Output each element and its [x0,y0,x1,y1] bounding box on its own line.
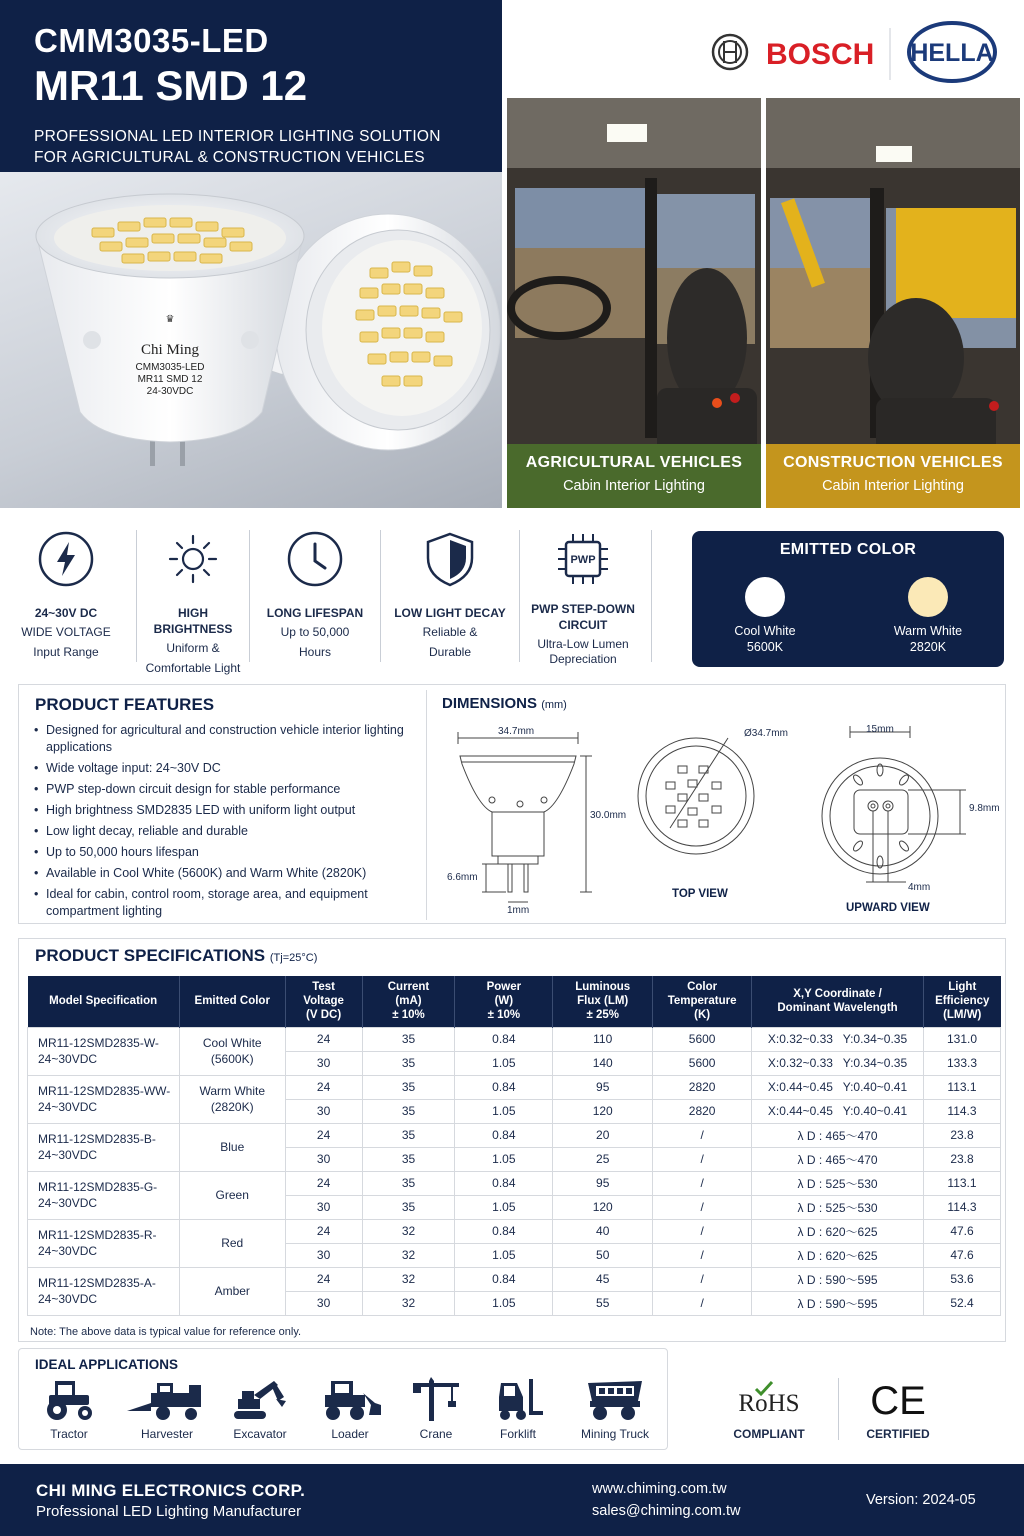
feature-pwp-title-1: PWP STEP-DOWN [531,602,635,616]
agricultural-cabin-photo [507,98,761,508]
app-excavator-label: Excavator [233,1427,287,1441]
cell-w: 0.84 [455,1267,553,1291]
divider [651,530,652,662]
app-tractor [29,1377,109,1441]
divider [136,530,137,662]
ce-mark-text: CE [870,1379,926,1418]
rohs-label: COMPLIANT [733,1427,805,1441]
list-item: • Low light decay, reliable and durable [34,823,414,840]
list-item: • High brightness SMD2835 LED with uniform light output [34,802,414,819]
list-item: • Available in Cool White (5600K) and Warm White (2820K) [34,865,414,882]
cell-ma: 35 [362,1171,455,1195]
cell-eff: 52.4 [924,1291,1001,1315]
feature-pwp-title [522,601,644,633]
list-item: • Ideal for cabin, control room, storage area, and equipment compartment lighting [34,886,414,920]
feature-lifespan-title: LONG LIFESPAN [266,606,364,620]
cell-lm: 110 [553,1027,653,1051]
color-cell: Cool White (5600K) [179,1027,285,1075]
applications-title: IDEAL APPLICATIONS [35,1357,179,1372]
feature-light-decay-line2: Durable [428,645,472,659]
col-power: Power (W) ± 10% [455,976,553,1027]
model-cell: MR11-12SMD2835-B- 24~30VDC [28,1123,180,1171]
tractor-icon [41,1377,97,1421]
footer-website-link[interactable]: www.chiming.com.tw [592,1481,727,1497]
cell-xy: X:0.32~0.33 Y:0.34~0.35 [752,1027,924,1051]
construction-cabin-photo [766,98,1020,508]
dimensions-unit: (mm) [541,699,567,711]
cell-v: 30 [285,1051,362,1075]
top-view-drawing [636,736,756,856]
chip-icon [554,530,612,588]
col-temperature: Color Temperature (K) [653,976,752,1027]
specifications-title [35,946,317,966]
feature-lifespan [256,530,374,661]
rohs-certification [728,1380,810,1441]
dim-width-label: 34.7mm [498,726,535,737]
app-mining-truck [575,1377,655,1441]
cell-xy: λ D : 590～595 [752,1267,924,1291]
cell-eff: 113.1 [924,1075,1001,1099]
bulb-voltage-text: 24-30VDC [146,386,194,397]
feature-pwp-title-2: CIRCUIT [558,618,608,632]
feature-brightness-line2: Comfortable Light [145,661,241,675]
feature-lifespan-line1: Up to 50,000 [280,625,350,639]
cell-k: 2820 [653,1075,752,1099]
feature-brightness-line1: Uniform & [166,641,220,655]
table-row [28,1027,1001,1051]
specifications-table [27,976,1001,1316]
divider [519,530,520,662]
header [0,0,502,172]
table-row [28,1171,1001,1195]
agricultural-title: AGRICULTURAL VEHICLES [525,454,743,471]
col-coordinate: X,Y Coordinate / Dominant Wavelength [752,976,924,1027]
top-view-label: TOP VIEW [672,888,728,900]
dim-height-label: 30.0mm [590,810,627,821]
cell-xy: λ D : 590～595 [752,1291,924,1315]
cell-xy: X:0.44~0.45 Y:0.40~0.41 [752,1099,924,1123]
cell-w: 1.05 [455,1147,553,1171]
color-cell: Green [179,1171,285,1219]
col-current: Current (mA) ± 10% [362,976,455,1027]
col-model: Model Specification [28,976,180,1027]
dim-base-height-label: 9.8mm [969,803,1000,814]
footer-version: Version: 2024-05 [866,1492,976,1508]
cell-eff: 133.3 [924,1051,1001,1075]
cell-ma: 32 [362,1243,455,1267]
cell-xy: λ D : 465～470 [752,1147,924,1171]
shield-icon [421,530,479,588]
svg-text:♛: ♛ [165,314,175,325]
dimensions-title [442,695,567,712]
cell-xy: λ D : 525～530 [752,1171,924,1195]
feature-lifespan-line2: Hours [298,645,331,659]
cell-w: 1.05 [455,1099,553,1123]
footer-email-link[interactable]: sales@chiming.com.tw [592,1503,741,1519]
ce-label: CERTIFIED [866,1427,930,1441]
col-efficiency: Light Efficiency (LM/W) [924,976,1001,1027]
app-mining-truck-label: Mining Truck [580,1427,650,1441]
mining-truck-icon [586,1377,644,1421]
cell-k: / [653,1123,752,1147]
warm-white-name: Warm White [893,624,963,638]
cell-xy: λ D : 620～625 [752,1219,924,1243]
cell-k: / [653,1147,752,1171]
dim-pin-pitch-label: 4mm [908,882,931,893]
model-cell: MR11-12SMD2835-A- 24~30VDC [28,1267,180,1315]
emitted-color-title: EMITTED COLOR [779,541,917,558]
cell-k: / [653,1267,752,1291]
cell-ma: 32 [362,1267,455,1291]
table-row [28,1123,1001,1147]
cell-v: 30 [285,1291,362,1315]
cell-lm: 20 [553,1123,653,1147]
col-color: Emitted Color [179,976,285,1027]
app-harvester [127,1377,207,1441]
dim-base-width-label: 15mm [866,724,894,735]
upward-view-label: UPWARD VIEW [846,902,930,914]
feature-light-decay [388,530,512,661]
cell-eff: 47.6 [924,1243,1001,1267]
cell-xy: λ D : 620～625 [752,1243,924,1267]
harvester-icon [127,1377,207,1421]
hella-wordmark: HELLA [910,39,994,67]
rohs-mark-text: RoHS [738,1390,800,1416]
cell-k: / [653,1243,752,1267]
cell-ma: 35 [362,1195,455,1219]
forklift-icon [493,1377,543,1421]
cell-v: 30 [285,1099,362,1123]
list-item: • Wide voltage input: 24~30V DC [34,760,414,777]
subtitle-line-1: PROFESSIONAL LED INTERIOR LIGHTING SOLUTION [34,128,441,145]
cell-lm: 55 [553,1291,653,1315]
cell-v: 24 [285,1171,362,1195]
dim-pin-length-label: 6.6mm [447,872,478,883]
cell-v: 30 [285,1147,362,1171]
subtitle [34,126,502,168]
table-row [28,1219,1001,1243]
feature-pwp-line2: Depreciation [549,652,617,666]
cell-v: 24 [285,1267,362,1291]
app-forklift-label: Forklift [500,1427,536,1441]
app-forklift [478,1377,558,1441]
specifications-condition: (Tj=25°C) [269,952,318,964]
cell-k: / [653,1219,752,1243]
crane-icon [411,1377,461,1421]
cell-lm: 140 [553,1051,653,1075]
chip-icon-text: PWP [570,554,596,566]
divider [838,1378,839,1440]
ce-mark [858,1378,938,1418]
cell-k: 2820 [653,1099,752,1123]
cell-lm: 50 [553,1243,653,1267]
cell-eff: 113.1 [924,1171,1001,1195]
footer-tagline: Professional LED Lighting Manufacturer [36,1503,302,1520]
loader-icon [317,1377,383,1421]
divider [249,530,250,662]
bulb-illustration [0,172,502,508]
agricultural-subtitle: Cabin Interior Lighting [563,478,705,494]
cell-w: 0.84 [455,1171,553,1195]
cell-k: / [653,1171,752,1195]
cell-eff: 23.8 [924,1147,1001,1171]
upward-view-drawing [810,722,980,892]
cell-k: / [653,1291,752,1315]
cell-w: 1.05 [455,1243,553,1267]
cell-ma: 35 [362,1075,455,1099]
cell-k: 5600 [653,1051,752,1075]
feature-voltage-line2: Input Range [33,645,99,659]
bosch-logo [713,35,874,71]
bosch-wordmark: BOSCH [766,38,875,71]
cell-eff: 131.0 [924,1027,1001,1051]
cell-lm: 95 [553,1171,653,1195]
cell-lm: 40 [553,1219,653,1243]
product-photo [0,172,502,508]
cell-eff: 114.3 [924,1195,1001,1219]
app-harvester-label: Harvester [140,1427,193,1441]
cool-white-label [705,623,825,655]
app-loader-label: Loader [331,1427,369,1441]
cell-ma: 35 [362,1123,455,1147]
bulb-front [36,194,304,466]
sun-icon [164,530,222,588]
specifications-note: Note: The above data is typical value for reference only. [30,1326,302,1338]
list-item: • Designed for agricultural and construction vehicle interior lighting applications [34,722,414,756]
lightning-icon [37,530,95,588]
cell-v: 30 [285,1195,362,1219]
feature-brightness [138,530,248,677]
col-flux: Luminous Flux (LM) ± 25% [553,976,653,1027]
feature-voltage [14,530,118,661]
subtitle-line-2: FOR AGRICULTURAL & CONSTRUCTION VEHICLES [34,149,425,166]
list-item: • Up to 50,000 hours lifespan [34,844,414,861]
table-header-row [28,976,1001,1027]
clock-icon [286,530,344,588]
title-model: CMM3035-LED [34,22,269,59]
construction-subtitle: Cabin Interior Lighting [822,478,964,494]
model-cell: MR11-12SMD2835-R- 24~30VDC [28,1219,180,1267]
cell-ma: 32 [362,1219,455,1243]
feature-brightness-title: HIGH BRIGHTNESS [153,606,233,636]
color-cell: Warm White (2820K) [179,1075,285,1123]
model-cell: MR11-12SMD2835-G- 24~30VDC [28,1171,180,1219]
color-cell: Red [179,1219,285,1267]
feature-light-decay-line1: Reliable & [422,625,478,639]
model-cell: MR11-12SMD2835-W- 24~30VDC [28,1027,180,1075]
cell-eff: 53.6 [924,1267,1001,1291]
emitted-color-panel [692,531,1004,667]
ce-certification [858,1378,938,1441]
rohs-mark [728,1380,810,1416]
cell-lm: 120 [553,1195,653,1219]
col-voltage: Test Voltage (V DC) [285,976,362,1027]
divider [426,690,427,920]
construction-title: CONSTRUCTION VEHICLES [783,454,1003,471]
cell-k: / [653,1195,752,1219]
cell-w: 0.84 [455,1075,553,1099]
cell-xy: λ D : 465～470 [752,1123,924,1147]
cool-white-swatch [745,577,785,617]
cool-white-temp: 5600K [746,640,784,654]
bulb-model-text: CMM3035-LED [135,362,205,373]
list-item: • PWP step-down circuit design for stable performance [34,781,414,798]
partner-logos [502,0,1024,98]
cell-w: 0.84 [455,1219,553,1243]
cell-ma: 35 [362,1051,455,1075]
app-loader [310,1377,390,1441]
cell-w: 0.84 [455,1027,553,1051]
cell-lm: 95 [553,1075,653,1099]
color-cell: Blue [179,1123,285,1171]
cell-ma: 35 [362,1027,455,1051]
bulb-brand-text: Chi Ming [141,342,199,358]
app-excavator [220,1377,300,1441]
product-features-list [34,722,414,924]
title-product: MR11 SMD 12 [34,62,308,109]
excavator-icon [232,1377,288,1421]
divider [380,530,381,662]
cell-w: 1.05 [455,1195,553,1219]
cell-eff: 23.8 [924,1123,1001,1147]
feature-pwp-circuit [522,530,644,668]
footer-company: CHI MING ELECTRONICS CORP. [36,1481,306,1500]
dim-diameter-label: Ø34.7mm [744,728,788,739]
cell-xy: X:0.32~0.33 Y:0.34~0.35 [752,1051,924,1075]
cell-w: 1.05 [455,1291,553,1315]
hella-logo [909,23,995,81]
cell-xy: X:0.44~0.45 Y:0.40~0.41 [752,1075,924,1099]
table-row [28,1267,1001,1291]
product-features-title: PRODUCT FEATURES [35,695,215,714]
feature-light-decay-title: LOW LIGHT DECAY [394,606,506,620]
cell-k: 5600 [653,1027,752,1051]
feature-voltage-line1: WIDE VOLTAGE [21,625,111,639]
color-cell: Amber [179,1267,285,1315]
cell-w: 1.05 [455,1051,553,1075]
dim-pin-width-label: 1mm [507,905,530,916]
footer [0,1464,1024,1536]
warm-white-swatch [908,577,948,617]
cell-ma: 35 [362,1147,455,1171]
cell-ma: 35 [362,1099,455,1123]
cell-v: 30 [285,1243,362,1267]
feature-voltage-title: 24~30V DC [34,606,98,620]
cell-v: 24 [285,1123,362,1147]
dimensions-title-text: DIMENSIONS [442,695,538,712]
cell-w: 0.84 [455,1123,553,1147]
model-cell: MR11-12SMD2835-WW- 24~30VDC [28,1075,180,1123]
cell-v: 24 [285,1219,362,1243]
cell-ma: 32 [362,1291,455,1315]
app-crane-label: Crane [419,1427,453,1441]
specifications-body [28,1027,1001,1315]
app-crane [396,1377,476,1441]
cell-v: 24 [285,1075,362,1099]
specifications-title-text: PRODUCT SPECIFICATIONS [35,946,266,965]
cell-eff: 47.6 [924,1219,1001,1243]
warm-white-label [868,623,988,655]
app-tractor-label: Tractor [50,1427,88,1441]
cell-eff: 114.3 [924,1099,1001,1123]
bulb-model-text-2: MR11 SMD 12 [137,374,203,385]
agricultural-caption [507,444,761,508]
feature-pwp-line1: Ultra-Low Lumen [537,637,629,651]
warm-white-temp: 2820K [909,640,947,654]
cell-xy: λ D : 525～530 [752,1195,924,1219]
construction-caption [766,444,1020,508]
table-row [28,1075,1001,1099]
cell-v: 24 [285,1027,362,1051]
cell-lm: 25 [553,1147,653,1171]
cool-white-name: Cool White [734,624,796,638]
cell-lm: 120 [553,1099,653,1123]
cell-lm: 45 [553,1267,653,1291]
